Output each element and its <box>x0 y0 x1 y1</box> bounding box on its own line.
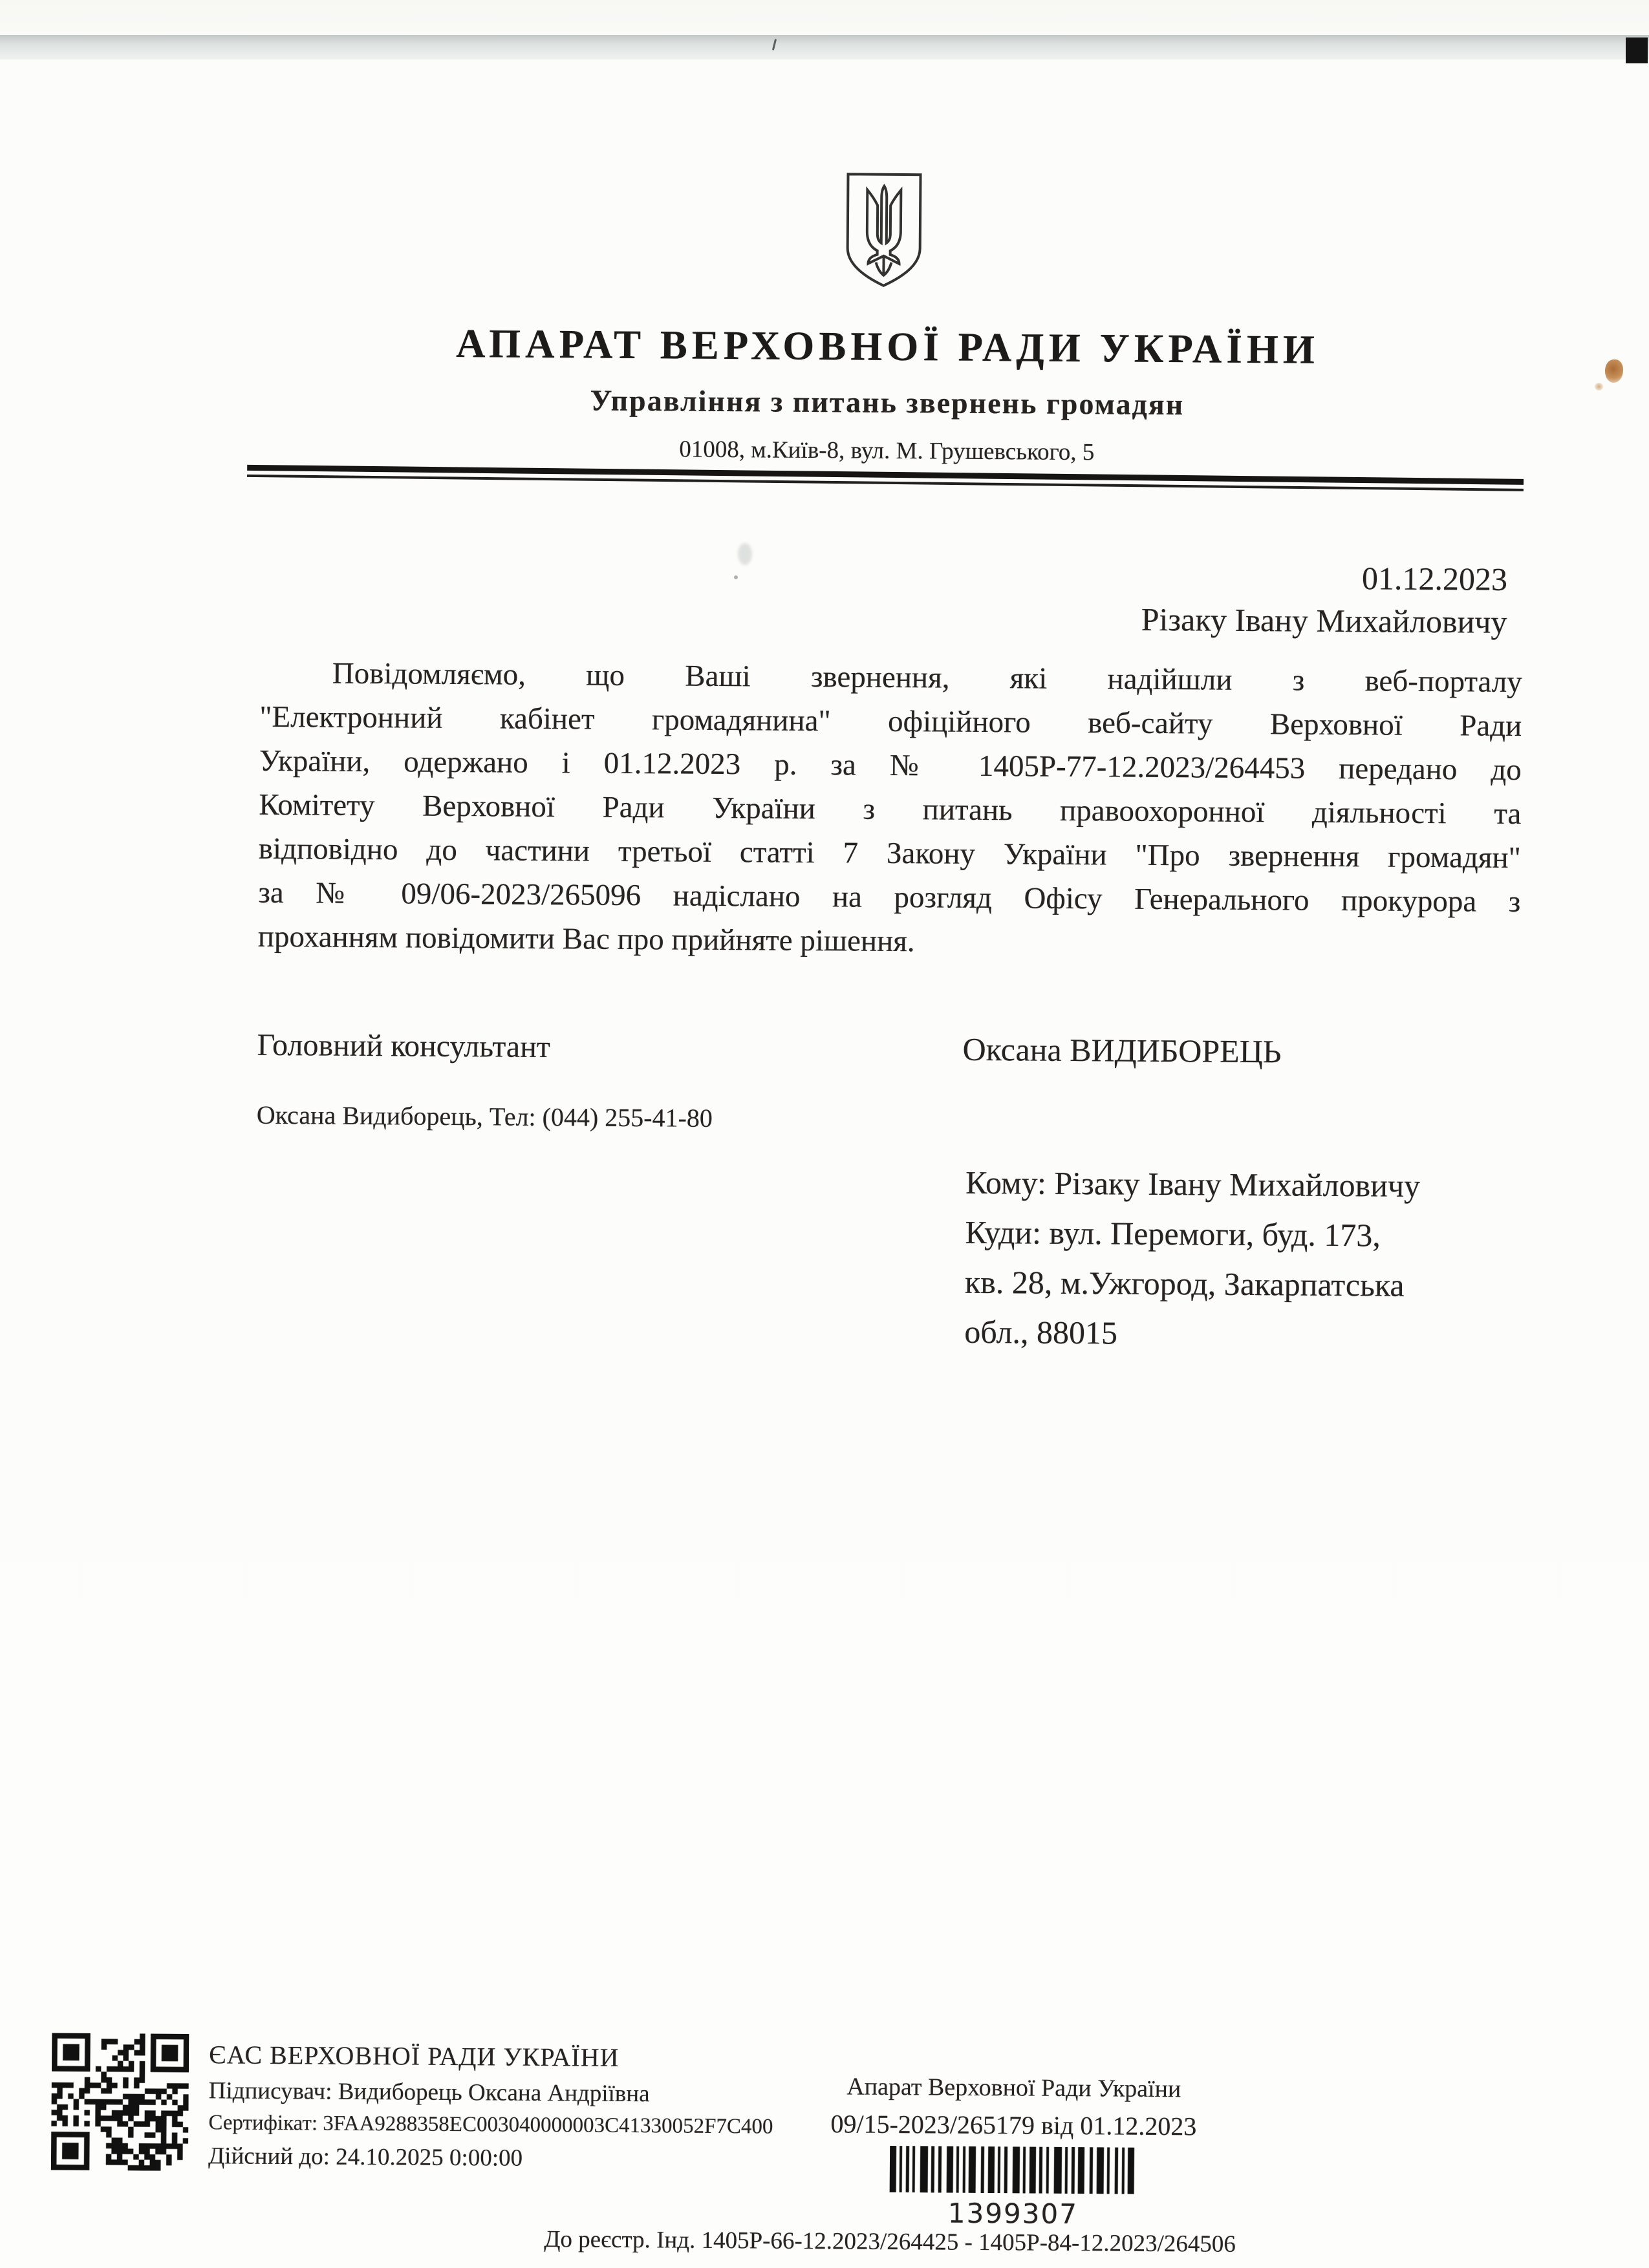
ukraine-trident-emblem-icon <box>843 171 924 288</box>
letter-date: 01.12.2023 <box>1361 560 1508 597</box>
stamp-org: Апарат Верховної Ради України <box>846 2073 1181 2103</box>
body-line: Комітету Верховної Ради України з питань правоохоронної діяльності та <box>259 787 1522 831</box>
letter-addressee: Різаку Івану Михайловичу <box>1141 601 1507 640</box>
stamp-reg-number: 09/15-2023/265179 від 01.12.2023 <box>830 2109 1197 2141</box>
esign-valid-until: Дійсний до: 24.10.2025 0:00:00 <box>208 2143 523 2172</box>
registration-stamp <box>819 2072 1208 2231</box>
body-line: за № 09/06-2023/265096 надіслано на розгляд Офісу Генерального прокурора з <box>258 875 1521 919</box>
org-name-title: АПАРАТ ВЕРХОВНОЇ РАДИ УКРАЇНИ <box>455 320 1320 372</box>
delivery-addr-line: Куди: вул. Перемоги, буд. 173, <box>965 1214 1381 1254</box>
body-line: Повідомляємо, що Ваші звернення, які надійшли з веб-порталу <box>332 656 1522 700</box>
body-line: відповідно до частини третьої статті 7 Закону України "Про звернення громадян" <box>258 831 1521 875</box>
delivery-addr-line: обл., 88015 <box>964 1313 1118 1351</box>
department-subtitle: Управління з питань звернень громадян <box>590 383 1185 422</box>
date-addressee-block <box>1141 555 1507 643</box>
esign-system: ЄАС ВЕРХОВНОЇ РАДИ УКРАЇНИ <box>209 2040 620 2072</box>
body-line: проханням повідомити Вас про прийняте рішення. <box>257 919 915 959</box>
org-address: 01008, м.Київ-8, вул. М. Грушевського, 5 <box>679 436 1095 466</box>
letter-body <box>258 651 1522 968</box>
registry-index-line: До реєстр. Інд. 1405Р-66-12.2023/264425 - 1405Р-84-12.2023/264506 <box>544 2226 1236 2258</box>
body-line: України, одержано і 01.12.2023 р. за № 1405Р-77-12.2023/264453 передано до <box>259 744 1522 787</box>
delivery-address-block <box>964 1158 1420 1360</box>
qr-code-icon <box>51 2033 189 2171</box>
esign-certificate: Сертифікат: 3FAA9288358EC003040000003C41330052F7C400 <box>208 2111 773 2139</box>
esign-block <box>208 2042 773 2172</box>
letterhead-divider <box>247 465 1524 491</box>
barcode-number: 1399307 <box>947 2197 1079 2231</box>
signer-position: Головний консультант <box>257 1027 551 1065</box>
delivery-to: Кому: Різаку Івану Михайловичу <box>965 1164 1421 1204</box>
body-line: "Електронний кабінет громадянина" офіційного веб-сайту Верховної Ради <box>259 700 1522 744</box>
signer-contact: Оксана Видиборець, Тел: (044) 255-41-80 <box>256 1100 713 1133</box>
esign-signer: Підписувач: Видиборець Оксана Андріївна <box>208 2077 650 2108</box>
barcode-icon <box>889 2146 1137 2194</box>
delivery-addr-line: кв. 28, м.Ужгород, Закарпатська <box>964 1263 1405 1303</box>
signer-name: Оксана ВИДИБОРЕЦЬ <box>962 1031 1282 1070</box>
